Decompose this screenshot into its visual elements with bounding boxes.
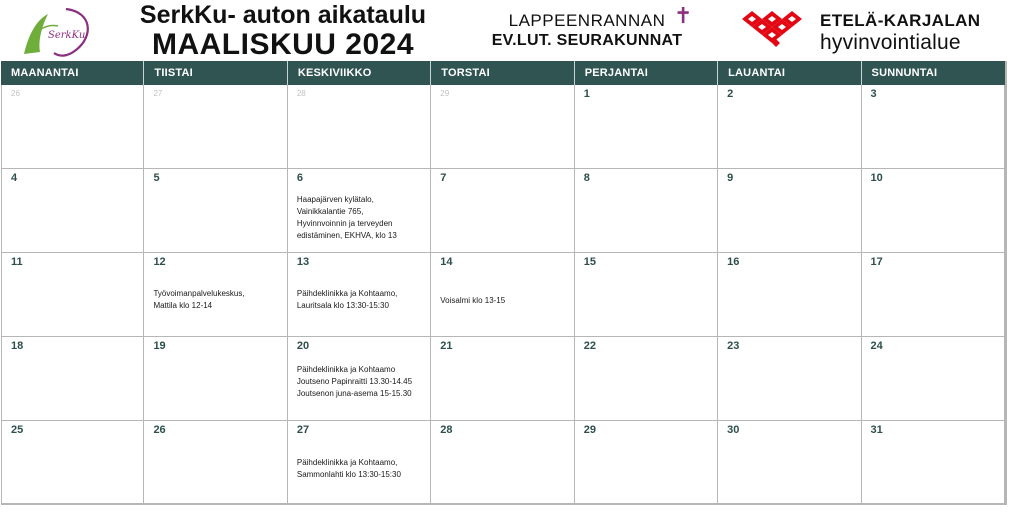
event-text: Päihdeklinikka ja Kohtaamo, Lauritsala klo 13:30-15:30 — [296, 289, 398, 310]
event-text: Työvoimanpalvelukeskus, Mattila klo 12-14 — [153, 289, 245, 310]
day-number: 13 — [296, 256, 310, 268]
day-number: 28 — [440, 424, 453, 436]
region-logo-mark — [736, 9, 808, 53]
cross-icon: ✝ — [674, 3, 693, 28]
week-row — [1, 253, 1005, 337]
day-number: 8 — [583, 172, 590, 184]
weekday-header: SUNNUNTAI — [871, 67, 938, 79]
event-text: Haapajärven kylätalo, Vainikkalantie 765, Hyvinnvoinnin ja terveyden edistäminen, EKHVA, klo 13 — [296, 195, 397, 240]
day-cell — [288, 337, 431, 421]
day-cell — [1, 337, 144, 421]
day-number: 6 — [296, 172, 303, 184]
day-number: 31 — [870, 424, 883, 436]
event-text: Voisalmi klo 13-15 — [440, 296, 506, 305]
day-number: 19 — [153, 340, 166, 352]
day-cell — [1, 421, 144, 505]
day-number: 26 — [11, 89, 20, 98]
day-cell — [718, 253, 861, 337]
day-number: 12 — [153, 256, 166, 268]
day-number: 2 — [727, 88, 734, 100]
day-cell — [862, 85, 1005, 169]
day-cell — [144, 421, 287, 505]
day-number: 11 — [11, 256, 23, 268]
day-number: 29 — [440, 89, 450, 98]
day-number: 9 — [727, 172, 734, 184]
weekday-header-row — [1, 61, 1005, 85]
day-number: 4 — [11, 172, 18, 184]
event-text: Päihdeklinikka ja Kohtaamo, Sammonlahti klo 13:30-15:30 — [296, 458, 401, 479]
day-number: 29 — [583, 424, 596, 436]
day-number: 10 — [870, 172, 883, 184]
weekday-header: PERJANTAI — [575, 61, 718, 85]
weekday-header: MAANANTAI — [1, 61, 144, 85]
day-number: 20 — [296, 340, 310, 352]
logo-text: SerkKu — [48, 30, 86, 41]
day-cell — [431, 421, 574, 505]
day-number: 24 — [870, 340, 883, 352]
day-cell — [431, 169, 574, 253]
day-number: 3 — [870, 88, 877, 100]
day-cell — [575, 169, 718, 253]
day-cell — [862, 253, 1005, 337]
day-cell — [431, 337, 574, 421]
region-name-line2: hyvinvointialue — [820, 31, 961, 54]
day-number: 17 — [870, 256, 883, 268]
day-cell — [144, 337, 287, 421]
day-number: 22 — [583, 340, 596, 352]
calendar-weeks — [1, 85, 1005, 505]
page-header — [0, 0, 1014, 62]
day-cell — [288, 421, 431, 505]
serkku-logo — [18, 6, 98, 58]
day-number: 25 — [11, 424, 24, 436]
calendar-grid — [1, 61, 1007, 505]
day-cell — [718, 337, 861, 421]
week-row — [1, 169, 1005, 253]
day-cell — [1, 85, 144, 169]
day-number: 28 — [296, 89, 306, 98]
day-cell — [862, 169, 1005, 253]
day-number: 27 — [296, 424, 310, 436]
day-number: 21 — [440, 340, 453, 352]
day-number: 26 — [153, 424, 166, 436]
parish-name-line2: EV.LUT. SEURAKUNNAT — [491, 32, 683, 49]
region-logo-text — [820, 11, 980, 55]
week-row — [1, 421, 1005, 505]
day-cell — [144, 85, 287, 169]
week-row — [1, 337, 1005, 421]
region-name-line1: ETELÄ-KARJALAN — [820, 11, 981, 30]
day-cell — [575, 85, 718, 169]
day-cell — [144, 253, 287, 337]
day-cell — [862, 421, 1005, 505]
day-cell — [718, 85, 861, 169]
weekday-header: TORSTAI — [431, 61, 574, 85]
week-row — [1, 85, 1005, 169]
title-block — [118, 1, 448, 61]
day-cell — [288, 253, 431, 337]
day-cell — [431, 253, 574, 337]
day-cell — [718, 421, 861, 505]
day-number: 1 — [583, 88, 590, 100]
event-text: Päihdeklinikka ja Kohtaamo Joutseno Papinraitti 13.30-14.45 Joutsenon juna-asema 15-15.30 — [296, 365, 413, 398]
day-cell — [575, 337, 718, 421]
day-number: 7 — [440, 172, 447, 184]
day-cell — [1, 253, 144, 337]
day-number: 27 — [153, 89, 163, 98]
day-number: 18 — [11, 340, 24, 352]
day-cell — [431, 85, 574, 169]
parish-name-line1: LAPPEENRANNAN — [508, 11, 666, 30]
day-cell — [575, 253, 718, 337]
day-number: 16 — [727, 256, 740, 268]
day-number: 15 — [583, 256, 596, 268]
day-cell — [288, 169, 431, 253]
parish-logo — [472, 3, 702, 51]
page-title: SerkKu- auton aikataulu — [139, 1, 427, 29]
day-number: 23 — [727, 340, 740, 352]
day-number: 5 — [153, 172, 160, 184]
day-cell — [862, 337, 1005, 421]
day-number: 14 — [440, 256, 453, 268]
day-cell — [288, 85, 431, 169]
day-number: 30 — [727, 424, 740, 436]
weekday-header: TIISTAI — [144, 61, 287, 85]
weekday-header: LAUANTAI — [718, 61, 861, 85]
day-cell — [1, 169, 144, 253]
day-cell — [144, 169, 287, 253]
month-title: MAALISKUU 2024 — [151, 28, 415, 61]
day-cell — [575, 421, 718, 505]
weekday-header: KESKIVIIKKO — [288, 61, 431, 85]
day-cell — [718, 169, 861, 253]
